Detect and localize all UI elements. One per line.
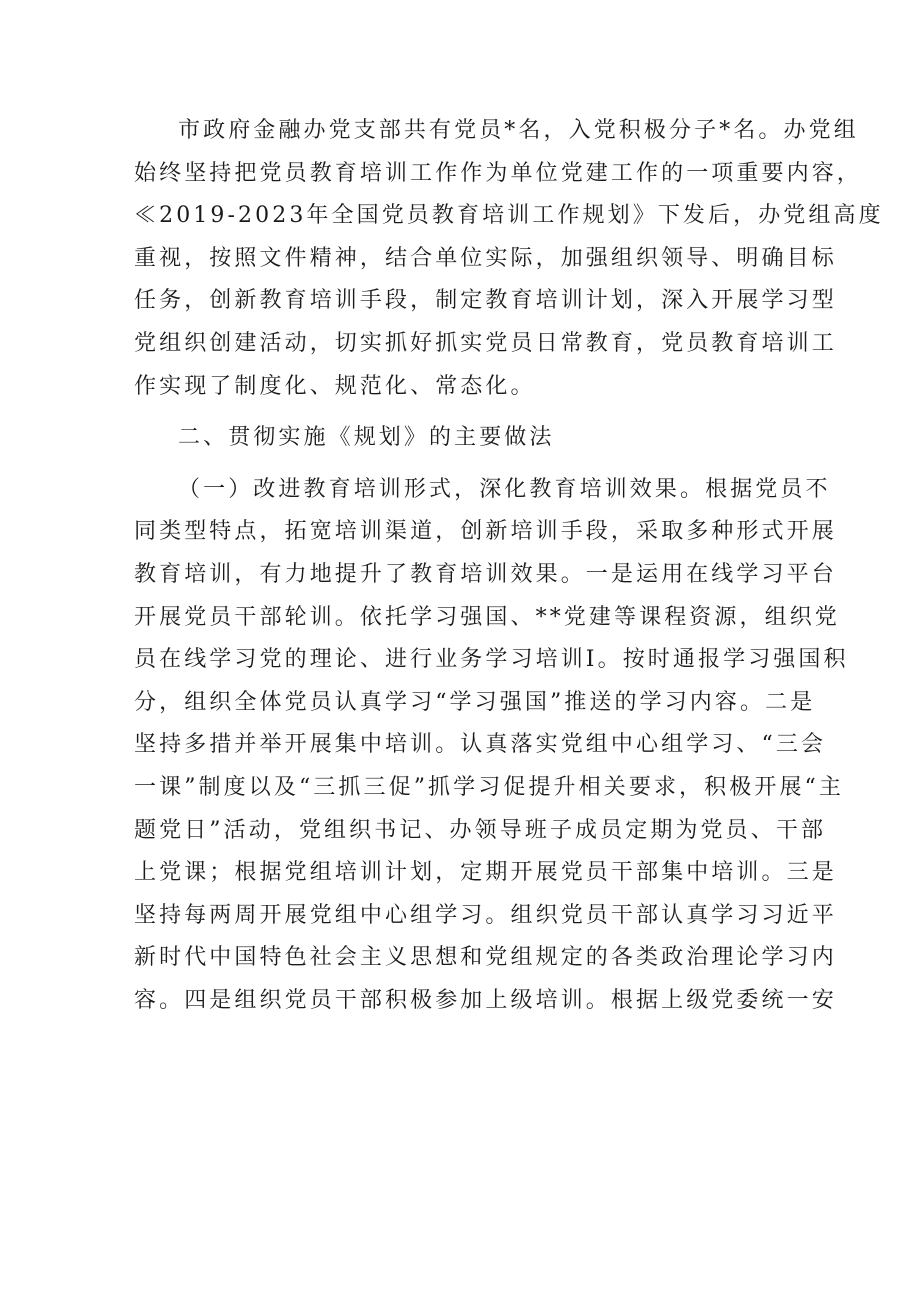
section-heading	[134, 417, 796, 460]
paragraph-line: 上党课；根据党组培训计划，定期开展党员干部集中培训。三是	[134, 860, 837, 886]
paragraph-2	[134, 469, 849, 1023]
paragraph-line: 开展党员干部轮训。依托学习强国、**党建等课程资源，组织党	[134, 604, 840, 630]
paragraph-line: 重视，按照文件精神，结合单位实际，加强组织领导、明确目标	[134, 245, 837, 271]
section-heading-text: 二、贯彻实施《规划》的主要做法	[178, 425, 555, 451]
paragraph-line: 分，组织全体党员认真学习“学习强国”推送的学习内容。二是	[134, 689, 816, 715]
paragraph-line: 坚持多措并举开展集中培训。认真落实党组中心组学习、“三会	[134, 732, 827, 758]
paragraph-line: 同类型特点，拓宽培训渠道，创新培训手段，采取多种形式开展	[134, 519, 837, 545]
paragraph-line: 作实现了制度化、规范化、常态化。	[134, 373, 536, 399]
document-body	[134, 110, 884, 1022]
paragraph-line: 题党日”活动，党组织书记、办领导班子成员定期为党员、干部	[134, 817, 827, 843]
paragraph-line: 始终坚持把党员教育培训工作作为单位党建工作的一项重要内容，	[134, 160, 862, 186]
paragraph-line: 新时代中国特色社会主义思想和党组规定的各类政治理论学习内	[134, 945, 837, 971]
paragraph-line: 任务，创新教育培训手段，制定教育培训计划，深入开展学习型	[134, 288, 837, 314]
paragraph-line: 员在线学习党的理论、进行业务学习培训I。按时通报学习强国积	[134, 647, 849, 673]
paragraph-line: 市政府金融办党支部共有党员*名，入党积极分子*名。办党组	[178, 118, 859, 143]
paragraph-line: 一课”制度以及“三抓三促”抓学习促提升相关要求，积极开展“主	[134, 774, 844, 800]
paragraph-line: ≪2019-2023年全国党员教育培训工作规划》下发后，办党组高度	[134, 203, 884, 229]
paragraph-line: 容。四是组织党员干部积极参加上级培训。根据上级党委统一安	[134, 987, 837, 1013]
paragraph-1	[134, 110, 884, 408]
paragraph-line: 教育培训，有力地提升了教育培训效果。一是运用在线学习平台	[134, 561, 837, 587]
paragraph-line: （一）改进教育培训形式，深化教育培训效果。根据党员不	[178, 476, 831, 502]
paragraph-line: 党组织创建活动，切实抓好抓实党员日常教育，党员教育培训工	[134, 330, 837, 356]
paragraph-line: 坚持每两周开展党组中心组学习。组织党员干部认真学习习近平	[134, 902, 837, 928]
